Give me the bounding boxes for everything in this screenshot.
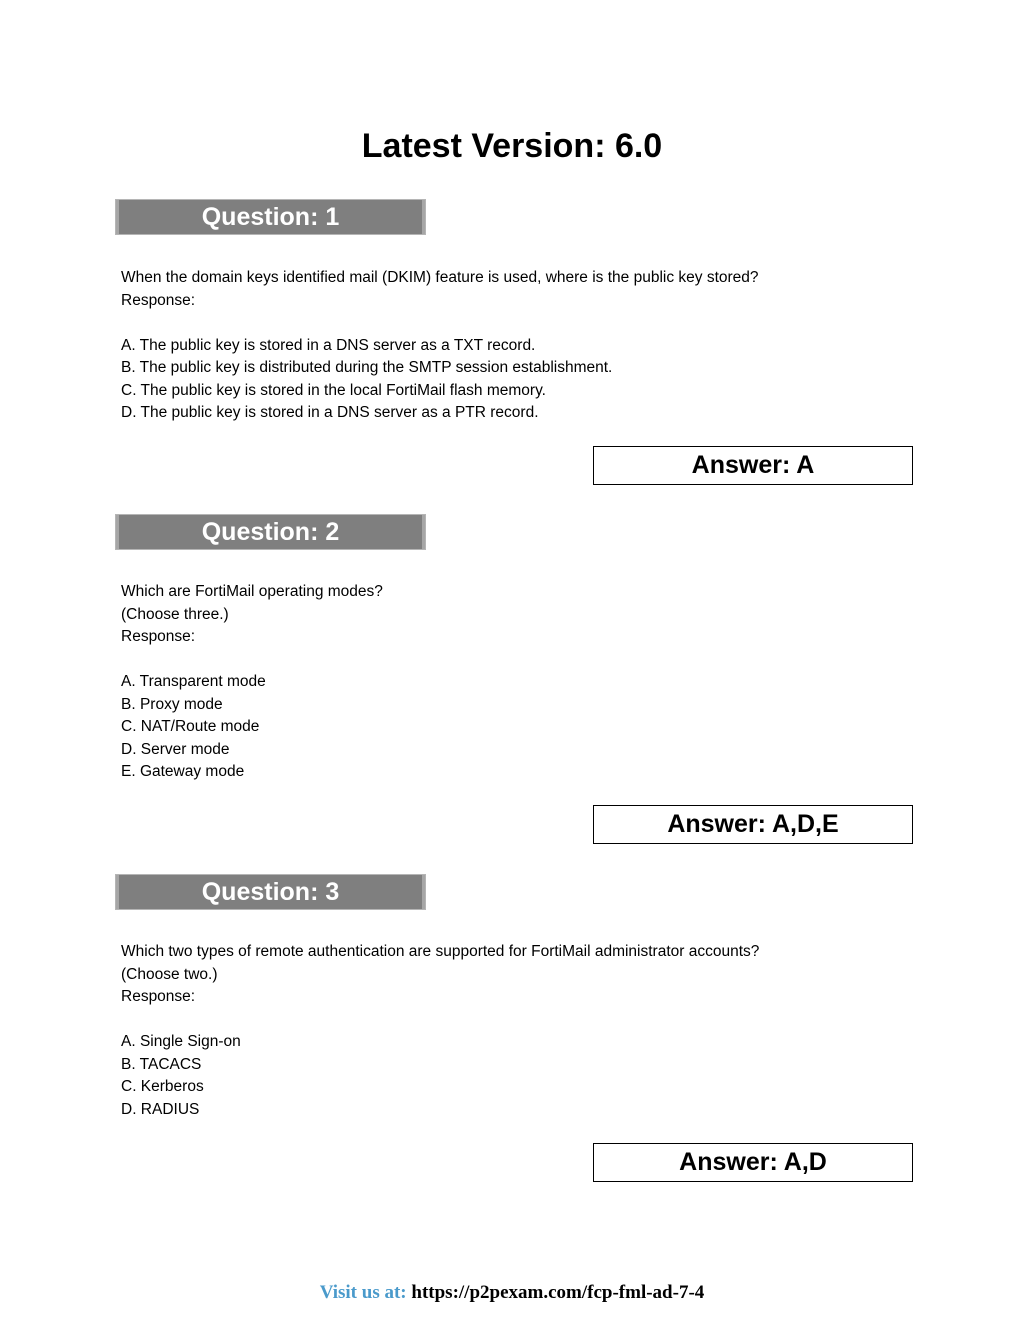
- question-3-heading: Question: 3: [115, 874, 426, 910]
- question-3-body: [121, 941, 941, 1121]
- question-1-option-b: B. The public key is distributed during the SMTP session establishment.: [121, 359, 613, 376]
- question-1-prompt-line: Response:: [121, 291, 196, 309]
- footer: [0, 1281, 1024, 1305]
- question-2-answer: Answer: A,D,E: [593, 805, 913, 844]
- question-2-prompt-line: (Choose three.): [121, 605, 229, 623]
- question-1-option-c: C. The public key is stored in the local FortiMail flash memory.: [121, 381, 546, 399]
- question-2-prompt-line: Which are FortiMail operating modes?: [121, 583, 383, 600]
- question-1-prompt-line: When the domain keys identified mail (DKIM) feature is used, where is the public key stored?: [121, 269, 759, 286]
- question-2-option-a: A. Transparent mode: [121, 673, 266, 690]
- question-2-body: [121, 581, 941, 784]
- question-3-prompt-line: Response:: [121, 988, 196, 1005]
- question-2-option-c: C. NAT/Route mode: [121, 718, 260, 735]
- page-title: Latest Version: 6.0: [361, 127, 663, 165]
- question-2-option-b: B. Proxy mode: [121, 695, 223, 713]
- question-2-prompt-line: Response:: [121, 628, 196, 645]
- question-3-prompt-line: (Choose two.): [121, 965, 218, 983]
- footer-url-link[interactable]: https://p2pexam.com/fcp-fml-ad-7-4: [411, 1282, 705, 1303]
- question-2-heading: Question: 2: [115, 514, 426, 550]
- question-3-answer: Answer: A,D: [593, 1143, 913, 1182]
- question-2-option-e: E. Gateway mode: [121, 763, 245, 780]
- question-1-heading: Question: 1: [115, 199, 426, 235]
- question-2-option-d: D. Server mode: [121, 740, 230, 758]
- question-1-option-d: D. The public key is stored in a DNS server as a PTR record.: [121, 404, 539, 421]
- question-1-body: [121, 267, 941, 425]
- question-3-option-b: B. TACACS: [121, 1055, 202, 1073]
- question-1-answer: Answer: A: [593, 446, 913, 485]
- question-1-option-a: A. The public key is stored in a DNS server as a TXT record.: [121, 336, 536, 354]
- footer-visit-label: Visit us at:: [319, 1282, 407, 1303]
- question-3-option-a: A. Single Sign-on: [121, 1033, 241, 1050]
- question-3-option-c: C. Kerberos: [121, 1078, 204, 1095]
- question-3-option-d: D. RADIUS: [121, 1100, 200, 1118]
- question-3-prompt-line: Which two types of remote authentication are supported for FortiMail administrator accounts?: [121, 943, 760, 960]
